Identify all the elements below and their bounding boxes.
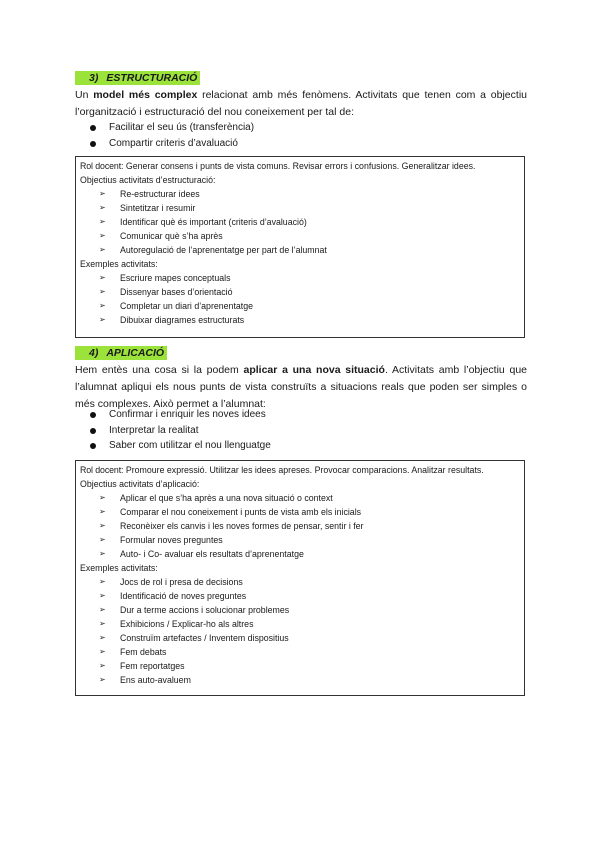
arrow-bullet-icon: ➢ (99, 493, 106, 502)
list-item: ➢ Construïm artefactes / Inventem dispositius (99, 633, 289, 643)
list-item: ➢ Jocs de rol i presa de decisions (99, 577, 243, 587)
rol-docent-line: Rol docent: Generar consens i punts de vista comuns. Revisar errors i confusions. Generalitzar idees. (80, 161, 476, 171)
exemples-list (80, 271, 520, 327)
list-item: ➢ Exhibicions / Explicar-ho als altres (99, 619, 254, 629)
section-3-heading (75, 72, 200, 84)
section-3-bullets (90, 120, 254, 151)
arrow-bullet-icon: ➢ (99, 521, 106, 530)
objectius-label: Objectius activitats d’estructuració: (80, 175, 216, 185)
objectius-list (80, 187, 520, 257)
arrow-bullet-icon: ➢ (99, 619, 106, 628)
arrow-bullet-icon: ➢ (99, 661, 106, 670)
list-item: ➢ Auto- i Co- avaluar els resultats d’aprenentatge (99, 549, 304, 559)
arrow-bullet-icon: ➢ (99, 591, 106, 600)
section-3-intro: Un model més complex relacionat amb més fenòmens. Activitats que tenen com a objectiu l’organització i estructuració del nou coneixement per tal de: (75, 89, 527, 118)
arrow-bullet-icon: ➢ (99, 301, 106, 310)
arrow-bullet-icon: ➢ (99, 189, 106, 198)
section-3-box (75, 156, 525, 338)
list-item: ➢ Ens auto-avaluem (99, 675, 191, 685)
rol-docent-line: Rol docent: Promoure expressió. Utilitzar les idees apreses. Provocar comparacions. Analitzar resultats. (80, 465, 484, 475)
arrow-bullet-icon: ➢ (99, 577, 106, 586)
list-item: ➢ Dibuixar diagrames estructurats (99, 315, 245, 325)
list-item: ➢ Sintetitzar i resumir (99, 203, 196, 213)
list-item: ➢ Completar un diari d’aprenentatge (99, 301, 254, 311)
section-4-heading (75, 347, 167, 359)
section-3-number: 3) (89, 72, 99, 84)
list-item: Confirmar i enriquir les noves idees (90, 407, 271, 423)
list-item: ➢ Autoregulació de l’aprenentatge per part de l’alumnat (99, 245, 327, 255)
list-item: Compartir criteris d’avaluació (90, 136, 254, 152)
exemples-label: Exemples activitats: (80, 563, 158, 573)
arrow-bullet-icon: ➢ (99, 203, 106, 212)
section-4-number: 4) (89, 347, 99, 359)
section-3-title: ESTRUCTURACIÓ (106, 72, 198, 84)
list-item: Saber com utilitzar el nou llenguatge (90, 438, 271, 454)
exemples-list (80, 575, 520, 687)
list-item: ➢ Identificació de noves preguntes (99, 591, 247, 601)
arrow-bullet-icon: ➢ (99, 549, 106, 558)
list-item: ➢ Identificar què és important (criteris d’avaluació) (99, 217, 307, 227)
list-item: ➢ Reconèixer els canvis i les noves formes de pensar, sentir i fer (99, 521, 364, 531)
list-item: ➢ Fem debats (99, 647, 167, 657)
objectius-list (80, 491, 520, 561)
list-item: ➢ Comparar el nou coneixement i punts de vista amb els inicials (99, 507, 362, 517)
list-item: ➢ Escriure mapes conceptuals (99, 273, 231, 283)
list-item: ➢ Formular noves preguntes (99, 535, 223, 545)
list-item: ➢ Fem reportatges (99, 661, 185, 671)
arrow-bullet-icon: ➢ (99, 675, 106, 684)
exemples-label: Exemples activitats: (80, 259, 158, 269)
arrow-bullet-icon: ➢ (99, 217, 106, 226)
list-item: ➢ Re-estructurar idees (99, 189, 200, 199)
arrow-bullet-icon: ➢ (99, 315, 106, 324)
list-item: ➢ Comunicar què s’ha après (99, 231, 223, 241)
arrow-bullet-icon: ➢ (99, 535, 106, 544)
section-4-title: APLICACIÓ (106, 347, 165, 359)
list-item: ➢ Aplicar el que s’ha après a una nova situació o context (99, 493, 333, 503)
arrow-bullet-icon: ➢ (99, 287, 106, 296)
arrow-bullet-icon: ➢ (99, 273, 106, 282)
list-item: ➢ Dissenyar bases d’orientació (99, 287, 233, 297)
list-item: Facilitar el seu ús (transferència) (90, 120, 254, 136)
section-4-bullets (90, 407, 271, 454)
arrow-bullet-icon: ➢ (99, 647, 106, 656)
list-item: Interpretar la realitat (90, 423, 271, 439)
section-3-intro-bold: model més complex (93, 89, 198, 101)
section-4-intro-bold: aplicar a una nova situació (243, 364, 385, 376)
arrow-bullet-icon: ➢ (99, 507, 106, 516)
section-4-box (75, 460, 525, 696)
arrow-bullet-icon: ➢ (99, 633, 106, 642)
arrow-bullet-icon: ➢ (99, 231, 106, 240)
objectius-label: Objectius activitats d’aplicació: (80, 479, 200, 489)
arrow-bullet-icon: ➢ (99, 605, 106, 614)
list-item: ➢ Dur a terme accions i solucionar problemes (99, 605, 290, 615)
section-4-intro: Hem entès una cosa si la podem aplicar a una nova situació. Activitats amb l’objectiu que l’alumnat apliqui els nous punts de vista construïts a situacions reals que poden ser simples o més complexes. Això permet a l’alumnat: (75, 364, 528, 410)
arrow-bullet-icon: ➢ (99, 245, 106, 254)
